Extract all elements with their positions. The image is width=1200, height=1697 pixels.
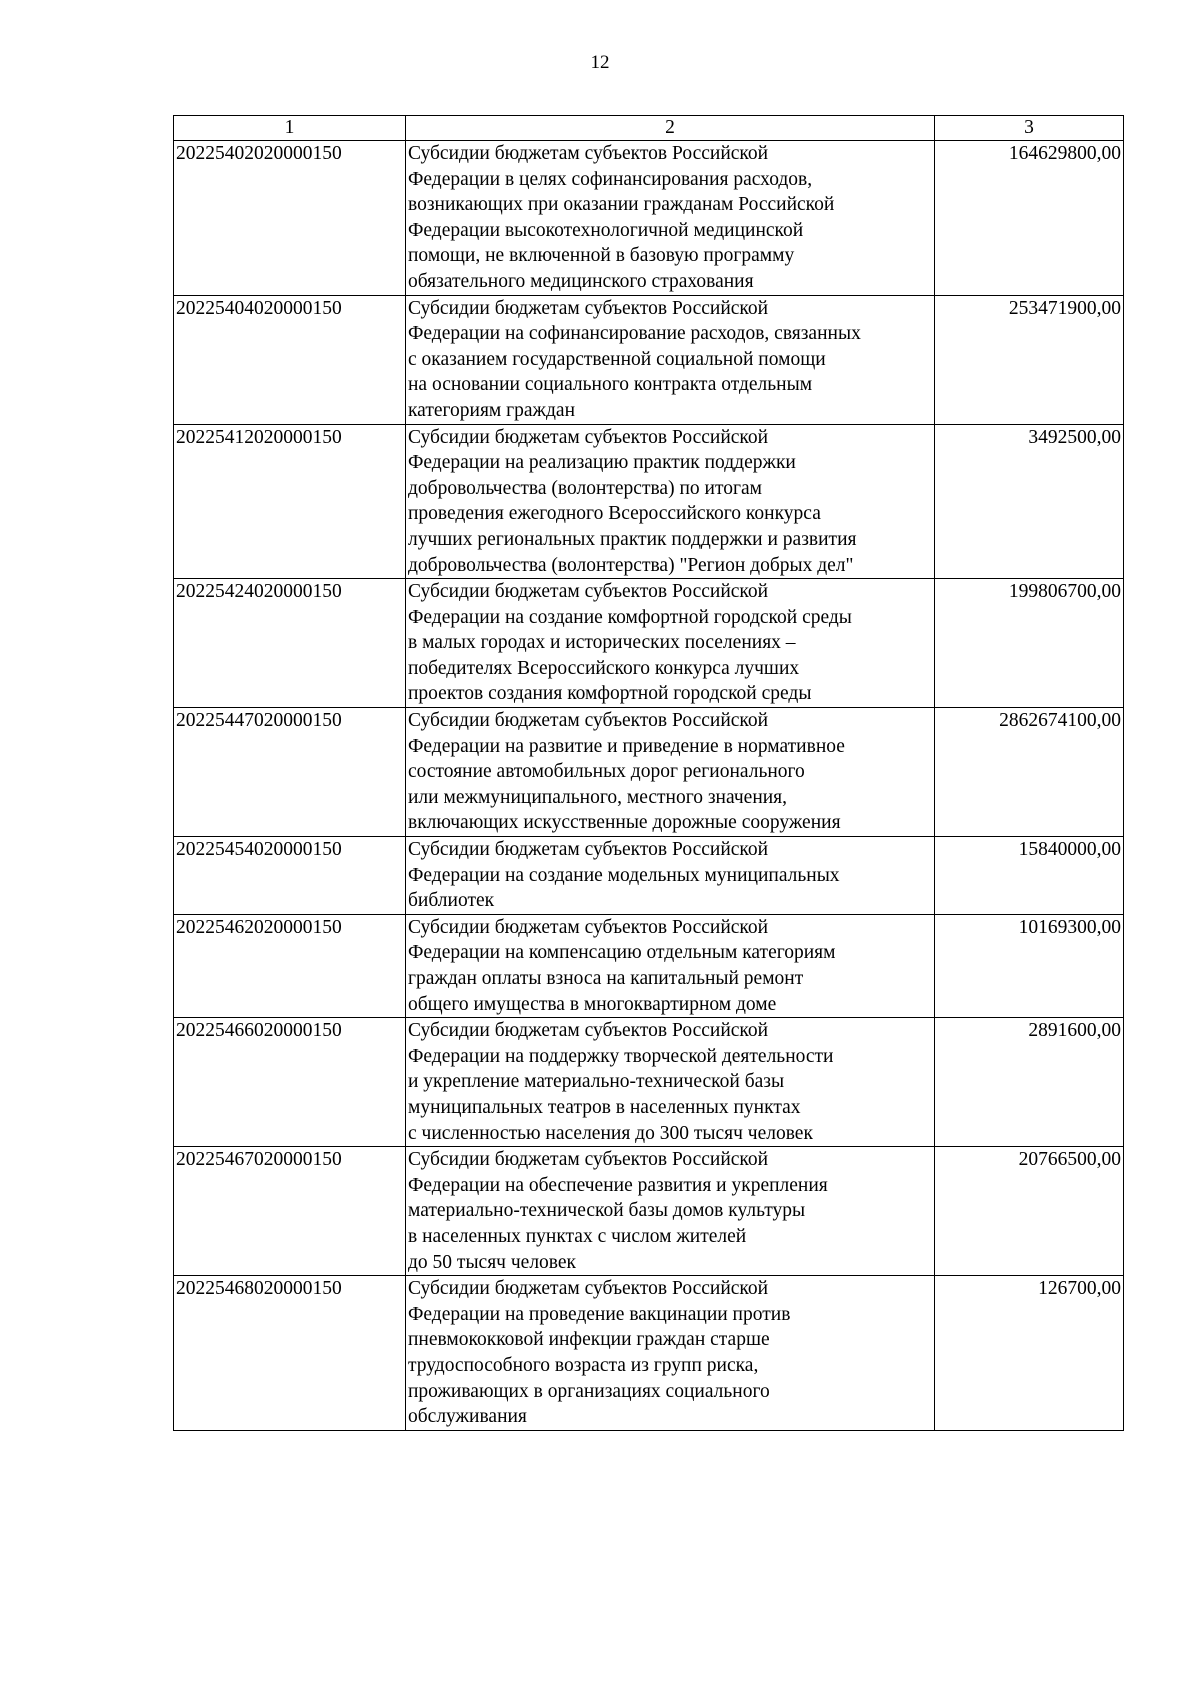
table-row (174, 579, 1124, 708)
amount-cell: 15840000,00 (935, 837, 1124, 915)
description-line: Федерации на развитие и приведение в нормативное (408, 735, 845, 757)
description-line: Федерации на реализацию практик поддержки (408, 452, 796, 474)
amount-cell: 3492500,00 (935, 424, 1124, 579)
description-line: до 50 тысяч человек (408, 1251, 577, 1273)
description-cell (406, 1276, 935, 1431)
amount-cell: 199806700,00 (935, 579, 1124, 708)
budget-code-cell: 20225412020000150 (174, 424, 406, 579)
table-row (174, 1147, 1124, 1276)
description-line: Субсидии бюджетам субъектов Российской (408, 1149, 769, 1171)
budget-code-cell: 20225454020000150 (174, 837, 406, 915)
description-line: Субсидии бюджетам субъектов Российской (408, 1020, 769, 1042)
description-line: в малых городах и исторических поселениях – (408, 632, 796, 654)
description-cell (406, 295, 935, 424)
description-line: победителях Всероссийского конкурса лучших (408, 657, 800, 679)
description-line: на основании социального контракта отдельным (408, 374, 813, 396)
table-row (174, 914, 1124, 1017)
description-line: проектов создания комфортной городской среды (408, 683, 812, 705)
budget-code-cell: 20225402020000150 (174, 141, 406, 296)
description-line: Субсидии бюджетам субъектов Российской (408, 143, 769, 164)
amount-cell: 164629800,00 (935, 141, 1124, 296)
description-line: категориям граждан (408, 399, 576, 421)
budget-code-cell: 20225447020000150 (174, 708, 406, 837)
budget-code-cell: 20225467020000150 (174, 1147, 406, 1276)
description-line: библиотек (408, 890, 495, 912)
description-line: Субсидии бюджетам субъектов Российской (408, 426, 769, 448)
description-cell (406, 579, 935, 708)
table-row (174, 837, 1124, 915)
description-line: включающих искусственные дорожные сооружения (408, 812, 841, 834)
description-cell (406, 914, 935, 1017)
table-row (174, 295, 1124, 424)
budget-table (173, 115, 1124, 1431)
description-line: проведения ежегодного Всероссийского конкурса (408, 503, 821, 525)
description-line: Субсидии бюджетам субъектов Российской (408, 581, 769, 603)
header-row (174, 116, 1124, 141)
description-line: с оказанием государственной социальной помощи (408, 348, 826, 370)
budget-code-cell: 20225462020000150 (174, 914, 406, 1017)
table-body (174, 141, 1124, 1431)
description-line: общего имущества в многоквартирном доме (408, 993, 777, 1015)
description-line: материально-технической базы домов культуры (408, 1200, 806, 1222)
description-line: трудоспособного возраста из групп риска, (408, 1354, 759, 1376)
budget-code-cell: 20225424020000150 (174, 579, 406, 708)
table-row (174, 424, 1124, 579)
description-line: лучших региональных практик поддержки и развития (408, 528, 857, 550)
description-line: Федерации на проведение вакцинации против (408, 1303, 791, 1325)
description-cell (406, 424, 935, 579)
description-line: помощи, не включенной в базовую программу (408, 245, 795, 267)
column-header-description: 2 (406, 116, 935, 141)
table-row (174, 1018, 1124, 1147)
column-header-amount: 3 (935, 116, 1124, 141)
amount-cell: 2862674100,00 (935, 708, 1124, 837)
description-line: обязательного медицинского страхования (408, 270, 754, 292)
description-line: Федерации на создание модельных муниципальных (408, 864, 840, 886)
description-line: добровольчества (волонтерства) по итогам (408, 477, 762, 499)
page-number: 12 (590, 52, 610, 73)
description-line: с численностью населения до 300 тысяч человек (408, 1122, 813, 1144)
description-line: Федерации на компенсацию отдельным категориям (408, 942, 836, 964)
column-header-code: 1 (174, 116, 406, 141)
description-cell (406, 141, 935, 296)
description-line: в населенных пунктах с числом жителей (408, 1225, 747, 1247)
amount-cell: 126700,00 (935, 1276, 1124, 1431)
amount-cell: 20766500,00 (935, 1147, 1124, 1276)
description-line: Федерации на поддержку творческой деятельности (408, 1045, 834, 1067)
description-line: и укрепление материально-технической базы (408, 1071, 785, 1093)
description-line: пневмококковой инфекции граждан старше (408, 1329, 770, 1351)
description-line: состояние автомобильных дорог регионального (408, 761, 805, 783)
description-cell (406, 1147, 935, 1276)
description-line: Субсидии бюджетам субъектов Российской (408, 710, 769, 732)
description-line: проживающих в организациях социального (408, 1380, 770, 1402)
table-row (174, 141, 1124, 296)
description-line: Субсидии бюджетам субъектов Российской (408, 916, 769, 938)
budget-code-cell: 20225404020000150 (174, 295, 406, 424)
budget-code-cell: 20225468020000150 (174, 1276, 406, 1431)
description-line: Субсидии бюджетам субъектов Российской (408, 297, 769, 319)
description-cell (406, 1018, 935, 1147)
table-row (174, 1276, 1124, 1431)
description-line: муниципальных театров в населенных пунктах (408, 1096, 801, 1118)
description-line: Субсидии бюджетам субъектов Российской (408, 839, 769, 861)
description-line: Федерации высокотехнологичной медицинской (408, 219, 804, 241)
description-line: или межмуниципального, местного значения, (408, 786, 788, 808)
description-line: Субсидии бюджетам субъектов Российской (408, 1278, 769, 1300)
description-line: Федерации на обеспечение развития и укрепления (408, 1174, 828, 1196)
amount-cell: 253471900,00 (935, 295, 1124, 424)
description-line: обслуживания (408, 1406, 527, 1428)
amount-cell: 10169300,00 (935, 914, 1124, 1017)
description-cell (406, 708, 935, 837)
description-line: граждан оплаты взноса на капитальный ремонт (408, 968, 804, 989)
description-line: добровольчества (волонтерства) "Регион добрых дел" (408, 554, 854, 576)
description-line: возникающих при оказании гражданам Российской (408, 194, 835, 216)
description-cell (406, 837, 935, 915)
table-row (174, 708, 1124, 837)
description-line: Федерации на софинансирование расходов, связанных (408, 323, 861, 345)
amount-cell: 2891600,00 (935, 1018, 1124, 1147)
description-line: Федерации на создание комфортной городской среды (408, 606, 852, 628)
budget-code-cell: 20225466020000150 (174, 1018, 406, 1147)
description-line: Федерации в целях софинансирования расходов, (408, 168, 813, 190)
